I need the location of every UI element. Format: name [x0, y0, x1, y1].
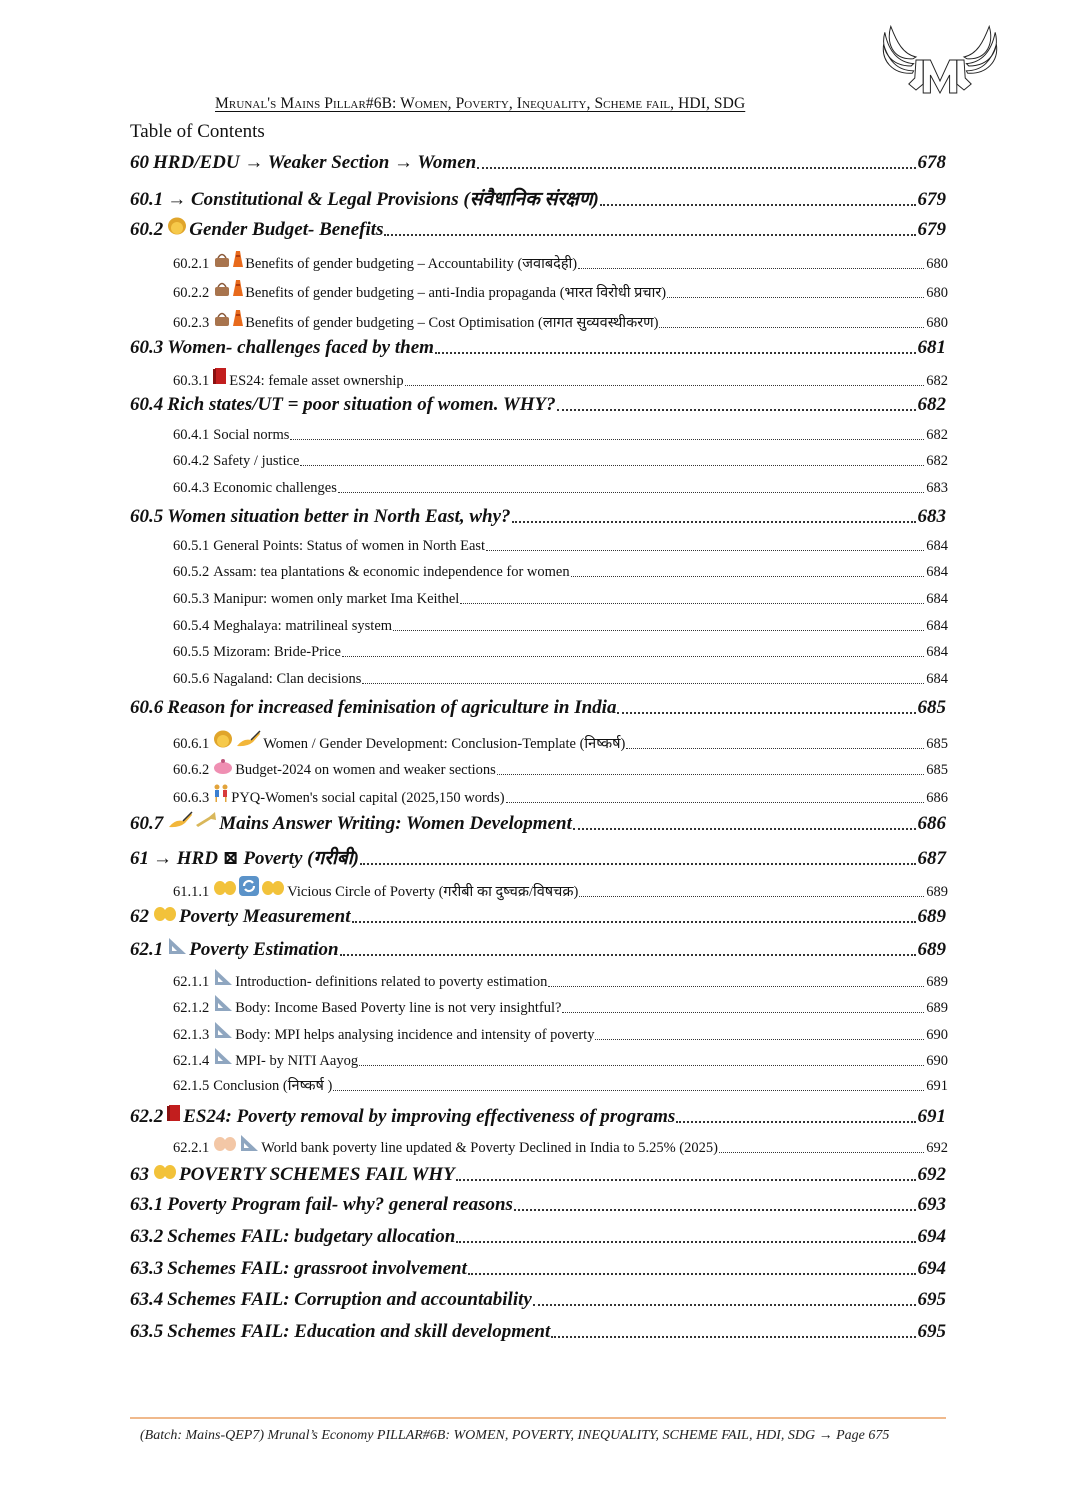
dress-icon — [233, 279, 243, 297]
toc-entry-title[interactable]: Schemes FAIL: grassroot involvement — [167, 1258, 467, 1279]
toc-entry[interactable] — [130, 1258, 946, 1280]
toc-entry-title[interactable]: Reason for increased feminisation of agriculture in India — [167, 697, 617, 718]
toc-entry-number: 60.4.3 — [173, 480, 210, 496]
toc-entry-title-wrap — [167, 1321, 550, 1343]
handbag-icon — [213, 311, 231, 327]
toc-entry-title-wrap — [213, 279, 666, 302]
dot-leader — [393, 630, 924, 631]
toc-entry-page-number[interactable]: 689 — [917, 939, 946, 960]
triangle-ruler-icon — [213, 968, 233, 986]
footer-text: (Batch: Mains-QEP7) Mrunal’s Economy PILLAR#6B: WOMEN, POVERTY, INEQUALITY, SCHEME FAIL, HDI, SDG → Page 675 — [140, 1428, 890, 1443]
two-women-icon — [213, 784, 229, 802]
dot-leader — [595, 1039, 924, 1040]
triangle-ruler-icon — [213, 1047, 233, 1065]
toc-entry[interactable] — [173, 591, 948, 608]
toc-entry-page-number[interactable]: 684 — [926, 644, 948, 660]
toc-entry-title[interactable]: Manipur: women only market Ima Keithel — [213, 591, 460, 607]
dot-leader — [456, 1241, 915, 1243]
dot-leader — [573, 828, 916, 830]
toc-entry-page-number[interactable]: 682 — [917, 394, 946, 415]
toc-entry-title-wrap — [213, 480, 337, 497]
toc-entry-title-wrap — [153, 152, 476, 174]
toc-entry[interactable] — [130, 1226, 946, 1248]
toc-entry-page-number[interactable]: 684 — [926, 591, 948, 607]
dot-leader — [435, 352, 916, 354]
toc-entry-number: 62.1.3 — [173, 1027, 210, 1043]
toc-entry-number: 62.1.4 — [173, 1053, 210, 1069]
toc-entry-title-wrap — [167, 337, 434, 359]
toc-entry-title[interactable]: Schemes FAIL: budgetary allocation — [167, 1226, 456, 1247]
toc-entry-title[interactable]: Schemes FAIL: Corruption and accountability — [167, 1289, 532, 1310]
dot-leader — [533, 1304, 916, 1306]
toc-entry-number: 60.5.5 — [173, 644, 210, 660]
toc-entry[interactable] — [173, 784, 948, 807]
toc-entry-title-wrap — [213, 671, 361, 688]
toc-entry-number: 61 — [130, 848, 149, 869]
toc-entry-title-wrap — [167, 1289, 532, 1311]
toc-entry-number: 60.3.1 — [173, 373, 210, 389]
toc-entry-title[interactable]: Vicious Circle of Poverty (गरीबी का दुष्चक्र/विषचक्र) — [287, 884, 579, 900]
dot-leader — [579, 896, 924, 897]
toc-entry[interactable] — [130, 506, 946, 528]
toc-entry[interactable] — [173, 453, 948, 470]
toc-entry-title-wrap — [213, 730, 625, 753]
writing-hand-icon — [167, 811, 193, 829]
cycle-arrows-icon — [239, 876, 259, 896]
toc-entry-number: 60.6.2 — [173, 762, 210, 778]
toc-entry[interactable] — [173, 538, 948, 555]
toc-entry[interactable] — [173, 367, 948, 390]
toc-entry-page-number[interactable]: 684 — [926, 671, 948, 687]
toc-entry[interactable] — [130, 185, 946, 211]
toc-entry-title[interactable]: Body: Income Based Poverty line is not very insightful? — [235, 1000, 562, 1016]
toc-entry[interactable] — [173, 671, 948, 688]
toc-entry-title-wrap — [213, 367, 403, 390]
toc-entry-number: 60.7 — [130, 813, 164, 834]
toc-entry-page-number[interactable]: 680 — [926, 256, 948, 272]
toc-entry-title-wrap — [213, 618, 392, 635]
toc-entry-number: 60.4.1 — [173, 427, 210, 443]
dot-leader — [468, 1273, 916, 1275]
toc-entry-title[interactable]: MPI- by NITI Aayog — [235, 1053, 359, 1069]
toc-entry-page-number[interactable]: 684 — [926, 538, 948, 554]
woman-face-icon — [213, 730, 233, 748]
dot-leader — [548, 986, 924, 987]
toc-entry-number: 62.1.2 — [173, 1000, 210, 1016]
toc-entry[interactable] — [130, 394, 946, 416]
toc-entry[interactable] — [130, 1194, 946, 1216]
toc-entry-title[interactable]: PYQ-Women's social capital (2025,150 words) — [231, 790, 505, 806]
toc-entry-number: 60.6 — [130, 697, 164, 718]
open-hands-icon — [261, 878, 285, 896]
toc-entry-page-number[interactable]: 686 — [926, 790, 948, 806]
dot-leader — [486, 550, 924, 551]
toc-entry-page-number[interactable]: 683 — [917, 506, 946, 527]
toc-entry[interactable] — [130, 1289, 946, 1311]
red-book-icon — [213, 367, 227, 385]
toc-entry[interactable] — [173, 644, 948, 661]
toc-entry-number: 60.2.2 — [173, 285, 210, 301]
writing-hand-icon — [235, 730, 261, 748]
toc-entry-title-wrap — [167, 1194, 513, 1216]
toc-entry-number: 62 — [130, 906, 149, 927]
toc-entry-title-wrap — [167, 811, 572, 835]
toc-entry-title[interactable]: Introduction- definitions related to poverty estimation — [235, 974, 548, 990]
toc-entry-title-wrap — [167, 1258, 467, 1280]
toc-entry-page-number[interactable]: 689 — [926, 974, 948, 990]
toc-entry-title[interactable]: → HRD ⊠ Poverty (गरीबी) — [153, 848, 359, 869]
toc-entry-title[interactable]: Mains Answer Writing: Women Development — [219, 813, 572, 834]
toc-entry[interactable] — [173, 564, 948, 581]
toc-entry-title-wrap — [167, 185, 599, 211]
toc-entry-page-number[interactable]: 680 — [926, 285, 948, 301]
toc-entry[interactable] — [130, 844, 946, 870]
toc-entry-title[interactable]: Women situation better in North East, why? — [167, 506, 511, 527]
dress-icon — [233, 250, 243, 268]
toc-entry-page-number[interactable]: 684 — [926, 618, 948, 634]
toc-entry-number: 62.2 — [130, 1106, 164, 1127]
toc-entry-title-wrap — [167, 697, 616, 719]
dress-icon — [233, 309, 243, 327]
toc-entry-number: 60.6.3 — [173, 790, 210, 806]
running-header-title: Mrunal's Mains Pillar#6B: Women, Poverty, Inequality, Scheme fail, HDI, SDG — [215, 95, 746, 112]
toc-entry-title[interactable]: Women / Gender Development: Conclusion-Template (निष्कर्ष) — [263, 736, 626, 752]
toc-entry-number: 60.5 — [130, 506, 164, 527]
toc-entry-title-wrap — [213, 309, 658, 332]
toc-entry-page-number[interactable]: 680 — [926, 315, 948, 331]
dot-leader — [352, 921, 916, 923]
toc-entry-page-number[interactable]: 692 — [917, 1164, 946, 1185]
toc-entry[interactable] — [173, 1134, 948, 1157]
toc-entry-number: 63.5 — [130, 1321, 164, 1342]
toc-entry-number: 61.1.1 — [173, 884, 210, 900]
toc-entry-page-number[interactable]: 695 — [917, 1289, 946, 1310]
dot-leader — [551, 1336, 915, 1338]
toc-entry-title[interactable]: Economic challenges — [213, 480, 337, 496]
toc-entry-page-number[interactable]: 693 — [917, 1194, 946, 1215]
dot-leader — [512, 521, 916, 523]
toc-entry[interactable] — [173, 1047, 948, 1070]
toc-entry-title[interactable]: Benefits of gender budgeting – anti-India propaganda (भारत विरोधी प्रचार) — [245, 285, 667, 301]
toc-entry-page-number[interactable]: 685 — [926, 736, 948, 752]
toc-entry-page-number[interactable]: 682 — [926, 427, 948, 443]
toc-entry-title[interactable]: Rich states/UT = poor situation of women. WHY? — [167, 394, 556, 415]
toc-entry-title-wrap — [213, 427, 289, 444]
toc-entry-title[interactable]: POVERTY SCHEMES FAIL WHY — [179, 1164, 455, 1185]
toc-entry-page-number[interactable]: 690 — [926, 1053, 948, 1069]
toc-entry-title[interactable]: Meghalaya: matrilineal system — [213, 618, 393, 634]
toc-entry-title[interactable]: Poverty Estimation — [189, 939, 339, 960]
toc-entry-number: 60.3 — [130, 337, 164, 358]
toc-entry-number: 60.1 — [130, 189, 164, 210]
dot-leader — [659, 327, 924, 328]
toc-entry-page-number[interactable]: 689 — [926, 1000, 948, 1016]
toc-entry-title[interactable]: Women- challenges faced by them — [167, 337, 434, 358]
dot-leader — [600, 204, 916, 206]
light-open-hands-icon — [213, 1134, 237, 1152]
toc-entry[interactable] — [130, 697, 946, 719]
toc-entry-title[interactable]: General Points: Status of women in North East — [213, 538, 486, 554]
toc-entry-page-number[interactable]: 679 — [917, 189, 946, 210]
dot-leader — [460, 603, 924, 604]
open-hands-icon — [153, 1162, 177, 1180]
toc-entry[interactable] — [173, 480, 948, 497]
toc-entry-title[interactable]: Assam: tea plantations & economic independence for women — [213, 564, 570, 580]
toc-entry-page-number[interactable]: 694 — [917, 1226, 946, 1247]
toc-entry-title-wrap — [153, 844, 359, 870]
toc-entry-title-wrap — [213, 644, 341, 661]
toc-entry[interactable] — [130, 1104, 946, 1128]
toc-entry-title-wrap — [213, 591, 459, 608]
toc-entry-title[interactable]: Body: MPI helps analysing incidence and intensity of poverty — [235, 1027, 595, 1043]
toc-entry-title-wrap — [213, 784, 504, 807]
toc-entry-number: 60.6.1 — [173, 736, 210, 752]
red-book-icon — [167, 1104, 181, 1122]
dot-leader — [290, 439, 924, 440]
toc-entry-page-number[interactable]: 689 — [917, 906, 946, 927]
toc-entry[interactable] — [130, 1162, 946, 1186]
toc-entry-page-number[interactable]: 691 — [917, 1106, 946, 1127]
toc-entry-page-number[interactable]: 685 — [917, 697, 946, 718]
toc-entry[interactable] — [173, 250, 948, 273]
toc-entry-page-number[interactable]: 681 — [917, 337, 946, 358]
dot-leader — [578, 268, 924, 269]
dot-leader — [342, 656, 924, 657]
toc-entry-title-wrap — [213, 250, 577, 273]
toc-entry-title[interactable]: Social norms — [213, 427, 290, 443]
toc-entry-title[interactable]: ES24: female asset ownership — [229, 373, 404, 389]
open-hands-icon — [153, 904, 177, 922]
toc-entry-title-wrap — [213, 1075, 332, 1095]
handbag-icon — [213, 281, 231, 297]
toc-entry-number: 60.2.1 — [173, 256, 210, 272]
toc-entry-number: 60.2 — [130, 219, 164, 240]
dot-leader — [676, 1121, 915, 1123]
dot-leader — [340, 954, 916, 956]
toc-entry-title-wrap — [213, 564, 569, 581]
dot-leader — [360, 863, 916, 865]
toc-entry[interactable] — [130, 904, 946, 928]
toc-entry-title[interactable]: Benefits of gender budgeting – Cost Optimisation (लागत सुव्यवस्थीकरण) — [245, 315, 659, 331]
toc-entry-title-wrap — [213, 876, 578, 901]
purse-icon — [213, 758, 233, 774]
dot-leader — [719, 1152, 924, 1153]
toc-entry-title-wrap — [167, 1104, 675, 1128]
dot-leader — [626, 748, 924, 749]
toc-entry-number: 60.4 — [130, 394, 164, 415]
toc-entry[interactable] — [130, 937, 946, 961]
toc-entry-title-wrap — [167, 937, 338, 961]
trumpet-icon — [195, 811, 217, 829]
triangle-ruler-icon — [167, 937, 187, 955]
toc-entry-number: 62.1.5 — [173, 1078, 210, 1094]
dot-leader — [562, 1012, 924, 1013]
dot-leader — [477, 167, 915, 169]
toc-entry-page-number[interactable]: 679 — [917, 219, 946, 240]
toc-entry-number: 60.5.1 — [173, 538, 210, 554]
dot-leader — [667, 297, 924, 298]
toc-entry-number: 60.5.4 — [173, 618, 210, 634]
footer-divider — [130, 1417, 946, 1419]
toc-entry[interactable] — [130, 1321, 946, 1343]
toc-entry-page-number[interactable]: 690 — [926, 1027, 948, 1043]
toc-entry[interactable] — [130, 811, 946, 835]
toc-entry-title-wrap — [213, 1021, 594, 1044]
toc-entry[interactable] — [130, 152, 946, 174]
toc-entry-title-wrap — [153, 1162, 455, 1186]
dot-leader — [300, 465, 924, 466]
triangle-ruler-icon — [213, 1021, 233, 1039]
toc-entry-page-number[interactable]: 685 — [926, 762, 948, 778]
dot-leader — [497, 774, 924, 775]
toc-entry[interactable] — [173, 1075, 948, 1095]
toc-entry[interactable] — [173, 730, 948, 753]
toc-entry[interactable] — [130, 337, 946, 359]
toc-entry[interactable] — [173, 876, 948, 901]
toc-entry-page-number[interactable]: 682 — [926, 453, 948, 469]
toc-entry-title[interactable]: Safety / justice — [213, 453, 300, 469]
toc-entry-number: 62.1.1 — [173, 974, 210, 990]
toc-entry-title-wrap — [167, 217, 383, 241]
toc-entry-title-wrap — [213, 1047, 358, 1070]
triangle-ruler-icon — [213, 994, 233, 1012]
toc-entry-page-number[interactable]: 694 — [917, 1258, 946, 1279]
toc-entry-page-number[interactable]: 684 — [926, 564, 948, 580]
dot-leader — [338, 492, 924, 493]
handbag-icon — [213, 252, 231, 268]
toc-entry-title-wrap — [167, 506, 510, 528]
toc-entry-number: 63.3 — [130, 1258, 164, 1279]
toc-entry-title[interactable]: Conclusion (निष्कर्ष ) — [213, 1078, 333, 1094]
toc-entry-title[interactable]: Poverty Measurement — [179, 906, 351, 927]
toc-entry[interactable] — [173, 994, 948, 1017]
toc-entry-number: 63.2 — [130, 1226, 164, 1247]
toc-entry-page-number[interactable]: 689 — [926, 884, 948, 900]
toc-entry-number: 60 — [130, 152, 149, 173]
open-hands-icon — [213, 878, 237, 896]
toc-entry-title[interactable]: World bank poverty line updated & Poverty Declined in India to 5.25% (2025) — [261, 1140, 718, 1156]
toc-entry[interactable] — [173, 758, 948, 779]
toc-entry-number: 63.1 — [130, 1194, 164, 1215]
toc-entry-number: 62.2.1 — [173, 1140, 210, 1156]
toc-entry-title[interactable]: Budget-2024 on women and weaker sections — [235, 762, 496, 778]
toc-entry-page-number[interactable]: 686 — [917, 813, 946, 834]
dot-leader — [359, 1065, 924, 1066]
dot-leader — [571, 576, 925, 577]
dot-leader — [333, 1090, 924, 1091]
triangle-ruler-icon — [239, 1134, 259, 1152]
toc-entry-page-number[interactable]: 683 — [926, 480, 948, 496]
dot-leader — [384, 234, 915, 236]
toc-entry-title[interactable]: Nagaland: Clan decisions — [213, 671, 362, 687]
toc-entry-page-number[interactable]: 687 — [917, 848, 946, 869]
toc-entry-number: 60.4.2 — [173, 453, 210, 469]
dot-leader — [405, 385, 925, 386]
toc-entry-number: 63.4 — [130, 1289, 164, 1310]
toc-entry[interactable] — [173, 309, 948, 332]
dot-leader — [456, 1179, 916, 1181]
toc-entry[interactable] — [173, 968, 948, 991]
toc-entry-number: 60.5.6 — [173, 671, 210, 687]
toc-entry-page-number[interactable]: 678 — [917, 152, 946, 173]
toc-heading: Table of Contents — [130, 121, 265, 142]
toc-entry[interactable] — [173, 1021, 948, 1044]
toc-entry-number: 63 — [130, 1164, 149, 1185]
dot-leader — [362, 683, 924, 684]
toc-entry-page-number[interactable]: 691 — [926, 1078, 948, 1094]
toc-entry-title[interactable]: Mizoram: Bride-Price — [213, 644, 341, 660]
toc-entry-number: 60.5.2 — [173, 564, 210, 580]
toc-entry-title-wrap — [213, 968, 547, 991]
toc-entry-title-wrap — [213, 758, 496, 779]
dot-leader — [617, 712, 915, 714]
toc-entry-title-wrap — [167, 394, 555, 416]
dot-leader — [557, 409, 916, 411]
toc-entry-page-number[interactable]: 695 — [917, 1321, 946, 1342]
toc-entry[interactable] — [173, 279, 948, 302]
toc-entry-title[interactable]: Poverty Program fail- why? general reasons — [167, 1194, 513, 1215]
woman-face-icon — [167, 217, 187, 235]
toc-entry-title-wrap — [213, 538, 485, 555]
toc-entry-number: 60.5.3 — [173, 591, 210, 607]
toc-entry-title[interactable]: ES24: Poverty removal by improving effectiveness of programs — [183, 1106, 676, 1127]
toc-entry-page-number[interactable]: 692 — [926, 1140, 948, 1156]
toc-entry-number: 60.2.3 — [173, 315, 210, 331]
toc-entry-title-wrap — [213, 994, 561, 1017]
toc-entry-title[interactable]: Gender Budget- Benefits — [189, 219, 384, 240]
toc-entry-title[interactable]: Schemes FAIL: Education and skill development — [167, 1321, 551, 1342]
toc-entry-number: 62.1 — [130, 939, 164, 960]
toc-entry-title-wrap — [153, 904, 351, 928]
toc-entry[interactable] — [173, 427, 948, 444]
winged-m-logo-icon — [880, 2, 1000, 118]
dot-leader — [514, 1209, 916, 1211]
toc-entry-title[interactable]: → Constitutional & Legal Provisions (संवैधानिक संरक्षण) — [167, 189, 599, 210]
toc-entry-title-wrap — [213, 453, 299, 470]
toc-entry-page-number[interactable]: 682 — [926, 373, 948, 389]
toc-entry-title-wrap — [213, 1134, 718, 1157]
toc-entry[interactable] — [173, 618, 948, 635]
toc-entry-title-wrap — [167, 1226, 455, 1248]
toc-entry-title[interactable]: Benefits of gender budgeting – Accountability (जवाबदेही) — [245, 256, 578, 272]
dot-leader — [506, 802, 925, 803]
toc-entry-title[interactable]: HRD/EDU → Weaker Section → Women — [153, 152, 477, 173]
toc-entry[interactable] — [130, 217, 946, 241]
